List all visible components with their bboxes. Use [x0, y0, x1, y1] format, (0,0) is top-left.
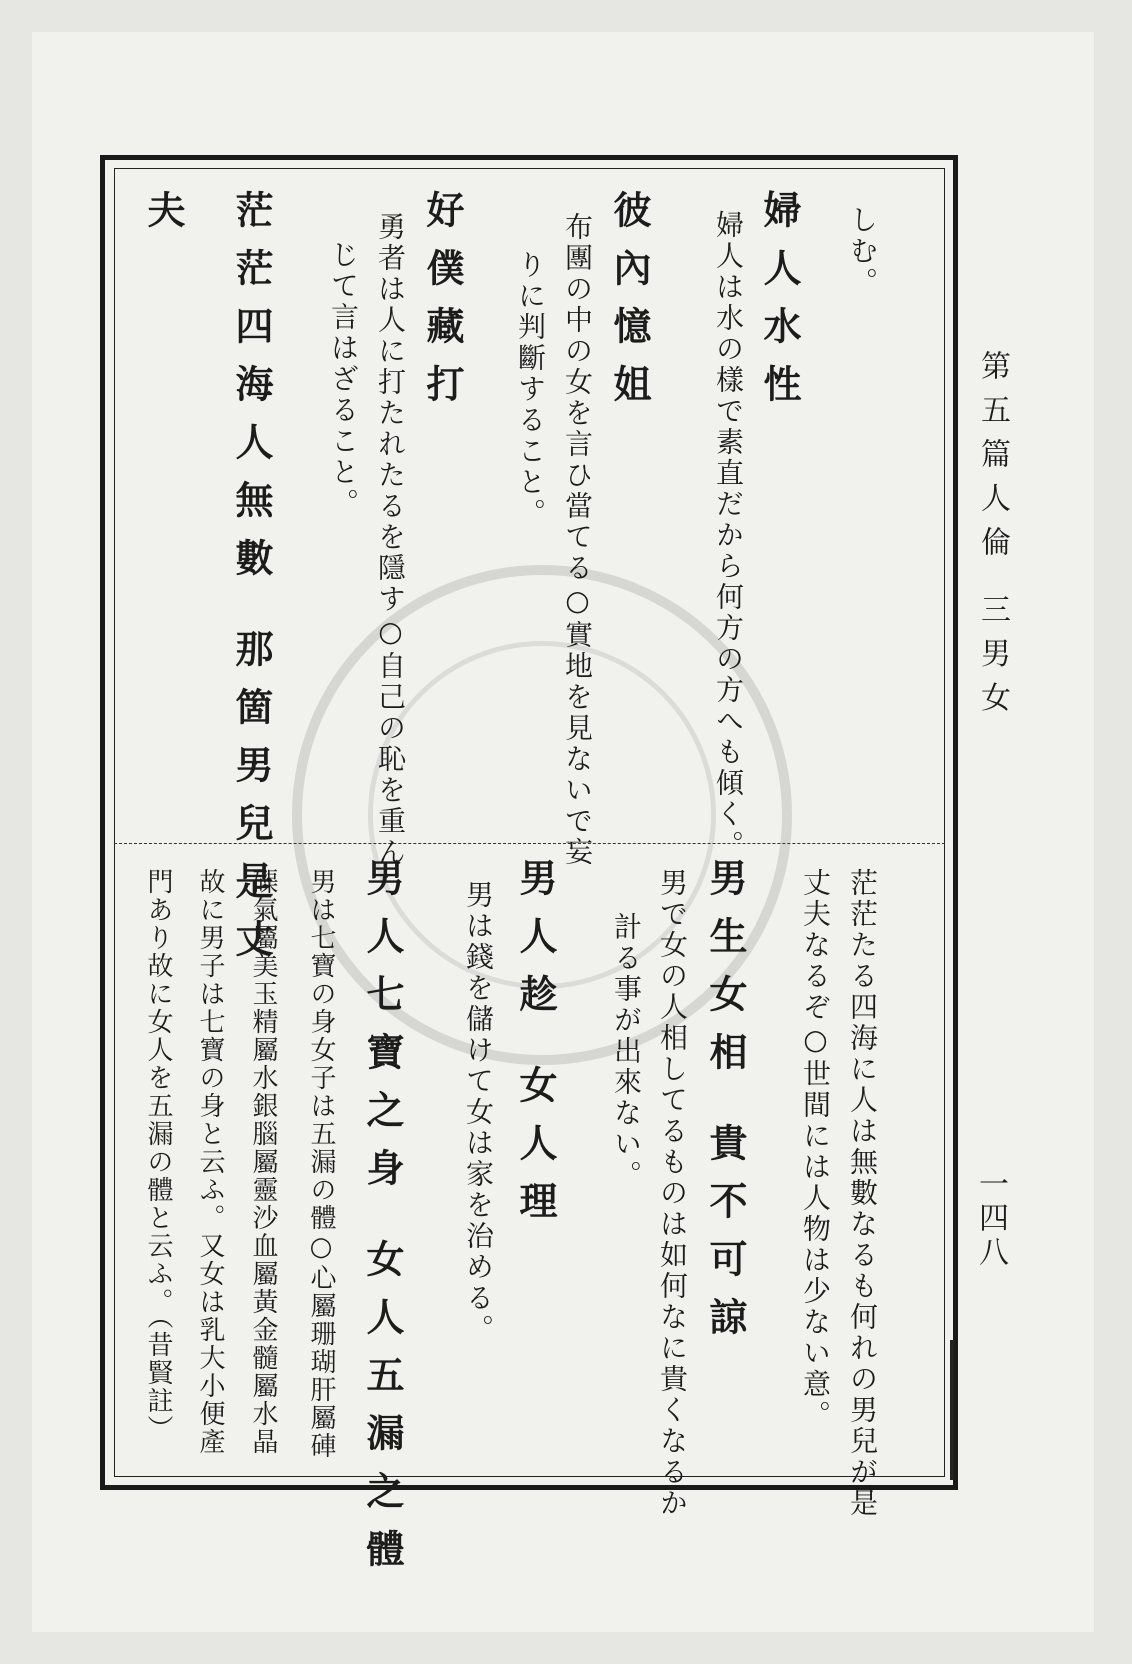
annotation-column: 門あり故に女人を五漏の體と云ふ。（昔賢註） [143, 868, 173, 1443]
proverb-heading: 夫 [141, 190, 186, 248]
explanation-column: 布團の中の女を言ひ當てる○實地を見ないで妄 [561, 212, 594, 868]
proverb-heading: 茫茫四海人無數 那箇男兒是丈 [229, 190, 274, 978]
proverb-heading: 婦人水性 [757, 190, 802, 422]
explanation-column: 男は錢を儲けて女は家を治める。 [462, 880, 495, 1345]
proverb-heading: 男人趁 女人理 [513, 858, 558, 1240]
explanation-column: りに判斷すること。 [514, 250, 547, 529]
explanation-column: 男で女の人相してるものは如何なに貴くなるか [656, 868, 689, 1519]
annotation-column: 男は七寶の身女子は五漏の體○心屬珊瑚肝屬硨 [306, 868, 336, 1460]
proverb-heading: 男人七寶之身 女人五漏之體 [360, 858, 405, 1588]
explanation-column: 計る事が出來ない。 [610, 912, 643, 1191]
explanation-column: 丈夫なるぞ○世間には人物は少ない意。 [799, 868, 832, 1431]
running-head: 第五篇人倫 三男女 [975, 350, 1010, 726]
text-column: しむ。 [846, 205, 879, 298]
explanation-column: 勇者は人に打たれたるを隱す○自己の恥を重ん [374, 212, 407, 868]
explanation-column: 茫茫たる四海に人は無數なるも何れの男兒が是 [846, 868, 879, 1519]
explanation-column: 婦人は水の樣で素直だから何方の方へも傾く。 [712, 210, 745, 861]
proverb-heading: 彼內憶姐 [607, 190, 652, 422]
explanation-column: じて言はざること。 [327, 240, 360, 519]
page-number: 一四八 [973, 1168, 1008, 1270]
proverb-heading: 好僕藏打 [420, 190, 465, 422]
annotation-column: 故に男子は七寶の身と云ふ。又女は乳大小便產 [195, 868, 225, 1456]
proverb-heading: 男生女相 貴不可諒 [703, 858, 748, 1356]
annotation-column: 磲氣屬美玉精屬水銀腦屬靈沙血屬黃金髓屬水晶 [248, 868, 278, 1456]
frame-edge-mark [950, 1340, 954, 1480]
